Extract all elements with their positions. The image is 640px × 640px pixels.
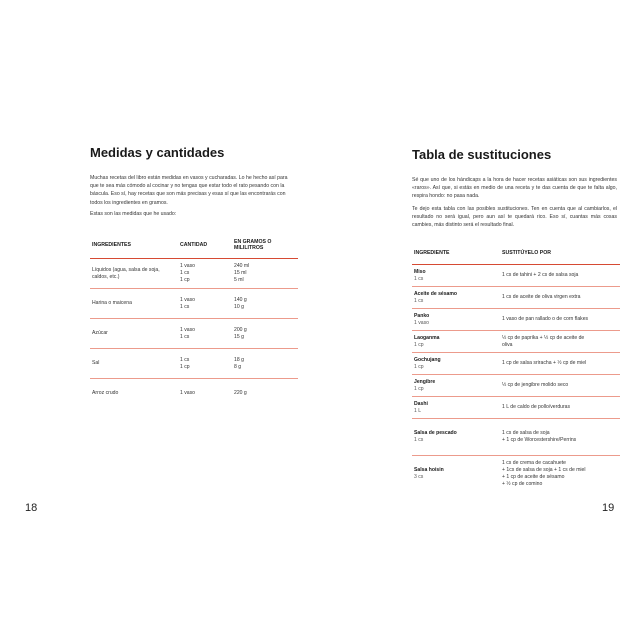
substitute-cell bbox=[500, 456, 620, 493]
ingredient-amount: 1 cp bbox=[414, 385, 424, 392]
ingredient-cell: Harina o maicena bbox=[90, 289, 178, 319]
ingredient-cell bbox=[412, 397, 500, 419]
table-row bbox=[90, 259, 298, 289]
grams-line: 200 g bbox=[234, 326, 247, 333]
grams-cell bbox=[232, 349, 298, 379]
substitute-line: ½ cp de jengibre molido seco bbox=[502, 382, 569, 388]
grams-cell bbox=[232, 379, 298, 409]
substitute-cell bbox=[500, 265, 620, 287]
ingredient-name: Laoganma bbox=[414, 334, 440, 341]
grams-cell bbox=[232, 319, 298, 349]
table-row bbox=[412, 309, 620, 331]
grams-line: 10 g bbox=[234, 303, 244, 310]
ingredient-cell: Líquidos (agua, salsa de soja, caldos, etc.) bbox=[90, 259, 178, 289]
table-row bbox=[90, 289, 298, 319]
ingredient-cell bbox=[412, 456, 500, 493]
substitute-line: + 1 cp de aceite de sésamo bbox=[502, 474, 565, 480]
substitute-cell bbox=[500, 309, 620, 331]
ingredient-amount: 1 cs bbox=[414, 297, 424, 304]
quantity-cell bbox=[178, 349, 232, 379]
ingredient-cell bbox=[412, 287, 500, 309]
ingredient-cell: Sal bbox=[90, 349, 178, 379]
quantity-cell bbox=[178, 259, 232, 289]
grams-line: 15 ml bbox=[234, 270, 247, 276]
table-row bbox=[412, 419, 620, 456]
grams-line: 18 g bbox=[234, 356, 244, 363]
intro-paragraph: Sé que uno de los hándicaps a la hora de hacer recetas asiáticas son sus ingredientes «raros». Así que, si estás en medio de una receta y te das cuenta de que te falta algo, respira hondo: no pasa nada. bbox=[412, 177, 617, 200]
ingredient-cell bbox=[412, 375, 500, 397]
ingredient-name: Jengibre bbox=[414, 378, 436, 385]
ingredient-cell bbox=[412, 353, 500, 375]
quantity-line: 1 cp bbox=[180, 363, 190, 370]
ingredient-name: Salsa hoisin bbox=[414, 467, 444, 473]
ingredient-name: Dashi bbox=[414, 400, 428, 407]
grams-cell bbox=[232, 289, 298, 319]
page-title: Medidas y cantidades bbox=[90, 145, 225, 160]
quantity-cell bbox=[178, 289, 232, 319]
ingredient-amount: 1 cs bbox=[414, 275, 424, 282]
table-row bbox=[412, 331, 620, 353]
ingredient-amount: 1 cp bbox=[414, 341, 424, 348]
substitute-line: 1 cs de crema de cacahuete bbox=[502, 460, 566, 466]
substitute-line: oliva bbox=[502, 341, 513, 348]
page-title: Tabla de sustituciones bbox=[412, 147, 552, 162]
substitute-line: 1 cs de salsa de soja bbox=[502, 430, 550, 436]
column-header: INGREDIENTE bbox=[412, 242, 500, 265]
intro-paragraph-2: Te dejo esta tabla con las posibles sustituciones. Ten en cuenta que al cambiarlos, el resultado no será igual, pero aun así te quedará rico. Eso sí, cuantas más cosas cambies, más distinto será el resultado final. bbox=[412, 206, 617, 229]
substitute-line: + ½ cp de comino bbox=[502, 481, 543, 487]
grams-line: 8 g bbox=[234, 363, 242, 370]
substitute-cell bbox=[500, 397, 620, 419]
ingredient-name: Salsa de pescado bbox=[414, 430, 457, 436]
substitute-line: 1 L de caldo de pollo/verduras bbox=[502, 404, 571, 410]
grams-cell bbox=[232, 259, 298, 289]
intro-paragraph: Muchas recetas del libro están medidas en vasos y cucharadas. Lo he hecho así para que te sea más cómodo al cocinar y no tengas que estar todo el rato pesando con la báscula. Eso sí, hay recetas que son más precisas y esas sí que las encontrarás con todos los ingredientes en gramos. bbox=[90, 175, 288, 206]
ingredient-cell: Azúcar bbox=[90, 319, 178, 349]
quantity-cell bbox=[178, 379, 232, 409]
table-row bbox=[412, 397, 620, 419]
substitutions-table bbox=[412, 242, 620, 492]
grams-line: 140 g bbox=[234, 296, 247, 303]
ingredient-name: Panko bbox=[414, 312, 430, 319]
column-header: EN GRAMOS O MILILITROS bbox=[232, 231, 298, 259]
substitute-line: 1 cs de aceite de oliva virgen extra bbox=[502, 294, 581, 300]
quantity-line: 1 cs bbox=[180, 333, 190, 340]
ingredient-amount: 1 cp bbox=[414, 363, 424, 370]
table-row bbox=[412, 287, 620, 309]
substitute-line: 1 cp de salsa sriracha + ½ cp de miel bbox=[502, 360, 587, 366]
table-row bbox=[412, 265, 620, 287]
grams-line: 240 ml bbox=[234, 263, 250, 269]
table-header-row bbox=[90, 231, 298, 259]
substitute-cell bbox=[500, 353, 620, 375]
ingredient-name: Miso bbox=[414, 268, 426, 275]
page-number: 18 bbox=[25, 502, 38, 514]
ingredient-cell: Arroz crudo bbox=[92, 390, 119, 396]
ingredient-cell bbox=[412, 265, 500, 287]
ingredient-cell bbox=[412, 331, 500, 353]
table-row bbox=[90, 349, 298, 379]
substitute-cell bbox=[500, 331, 620, 353]
page-number: 19 bbox=[602, 502, 615, 514]
ingredient-amount: 1 L bbox=[414, 407, 422, 414]
ingredient-cell bbox=[412, 419, 500, 456]
quantity-line: 1 vaso bbox=[180, 263, 196, 269]
grams-line: 5 ml bbox=[234, 277, 244, 283]
table-row bbox=[412, 456, 620, 493]
substitute-cell bbox=[500, 287, 620, 309]
right-page bbox=[320, 0, 640, 640]
ingredient-amount: 1 cs bbox=[414, 437, 424, 443]
grams-line: 15 g bbox=[234, 333, 244, 340]
quantity-line: 1 cs bbox=[180, 356, 190, 363]
table-row bbox=[90, 379, 298, 409]
ingredient-amount: 1 vaso bbox=[414, 319, 430, 326]
quantity-line: 1 vaso bbox=[180, 296, 196, 303]
substitute-cell bbox=[500, 375, 620, 397]
table-row bbox=[412, 375, 620, 397]
substitute-line: 1 cs de tahini + 2 cs de salsa soja bbox=[502, 272, 579, 278]
column-header: INGREDIENTES bbox=[90, 231, 178, 259]
quantity-cell bbox=[178, 319, 232, 349]
substitute-cell bbox=[500, 419, 620, 456]
column-header: SUSTITÚYELO POR bbox=[500, 242, 620, 265]
substitute-line: 1 vaso de pan rallado o de corn flakes bbox=[502, 316, 589, 322]
substitute-line: + 1cs de salsa de soja + 1 cs de miel bbox=[502, 467, 586, 473]
quantity-line: 1 vaso bbox=[180, 326, 196, 333]
quantity-line: 1 cs bbox=[180, 270, 190, 276]
ingredient-amount: 3 cs bbox=[414, 474, 424, 480]
column-header: CANTIDAD bbox=[178, 231, 232, 259]
quantity-line: 1 cs bbox=[180, 303, 190, 310]
lead-paragraph: Estas son las medidas que he usado: bbox=[90, 211, 177, 217]
substitute-line: ½ cp de paprika + ½ cp de aceite de bbox=[502, 334, 585, 341]
ingredient-name: Aceite de sésamo bbox=[414, 290, 458, 297]
table-row bbox=[412, 353, 620, 375]
substitute-line: + 1 cp de Worcestershire/Perrins bbox=[502, 437, 577, 443]
table-row bbox=[90, 319, 298, 349]
measures-table bbox=[90, 231, 298, 408]
ingredient-cell bbox=[412, 309, 500, 331]
quantity-line: 1 cp bbox=[180, 277, 190, 283]
grams-line: 220 g bbox=[234, 390, 247, 396]
table-header-row bbox=[412, 242, 620, 265]
ingredient-name: Gochujang bbox=[414, 356, 441, 363]
quantity-line: 1 vaso bbox=[180, 390, 196, 396]
